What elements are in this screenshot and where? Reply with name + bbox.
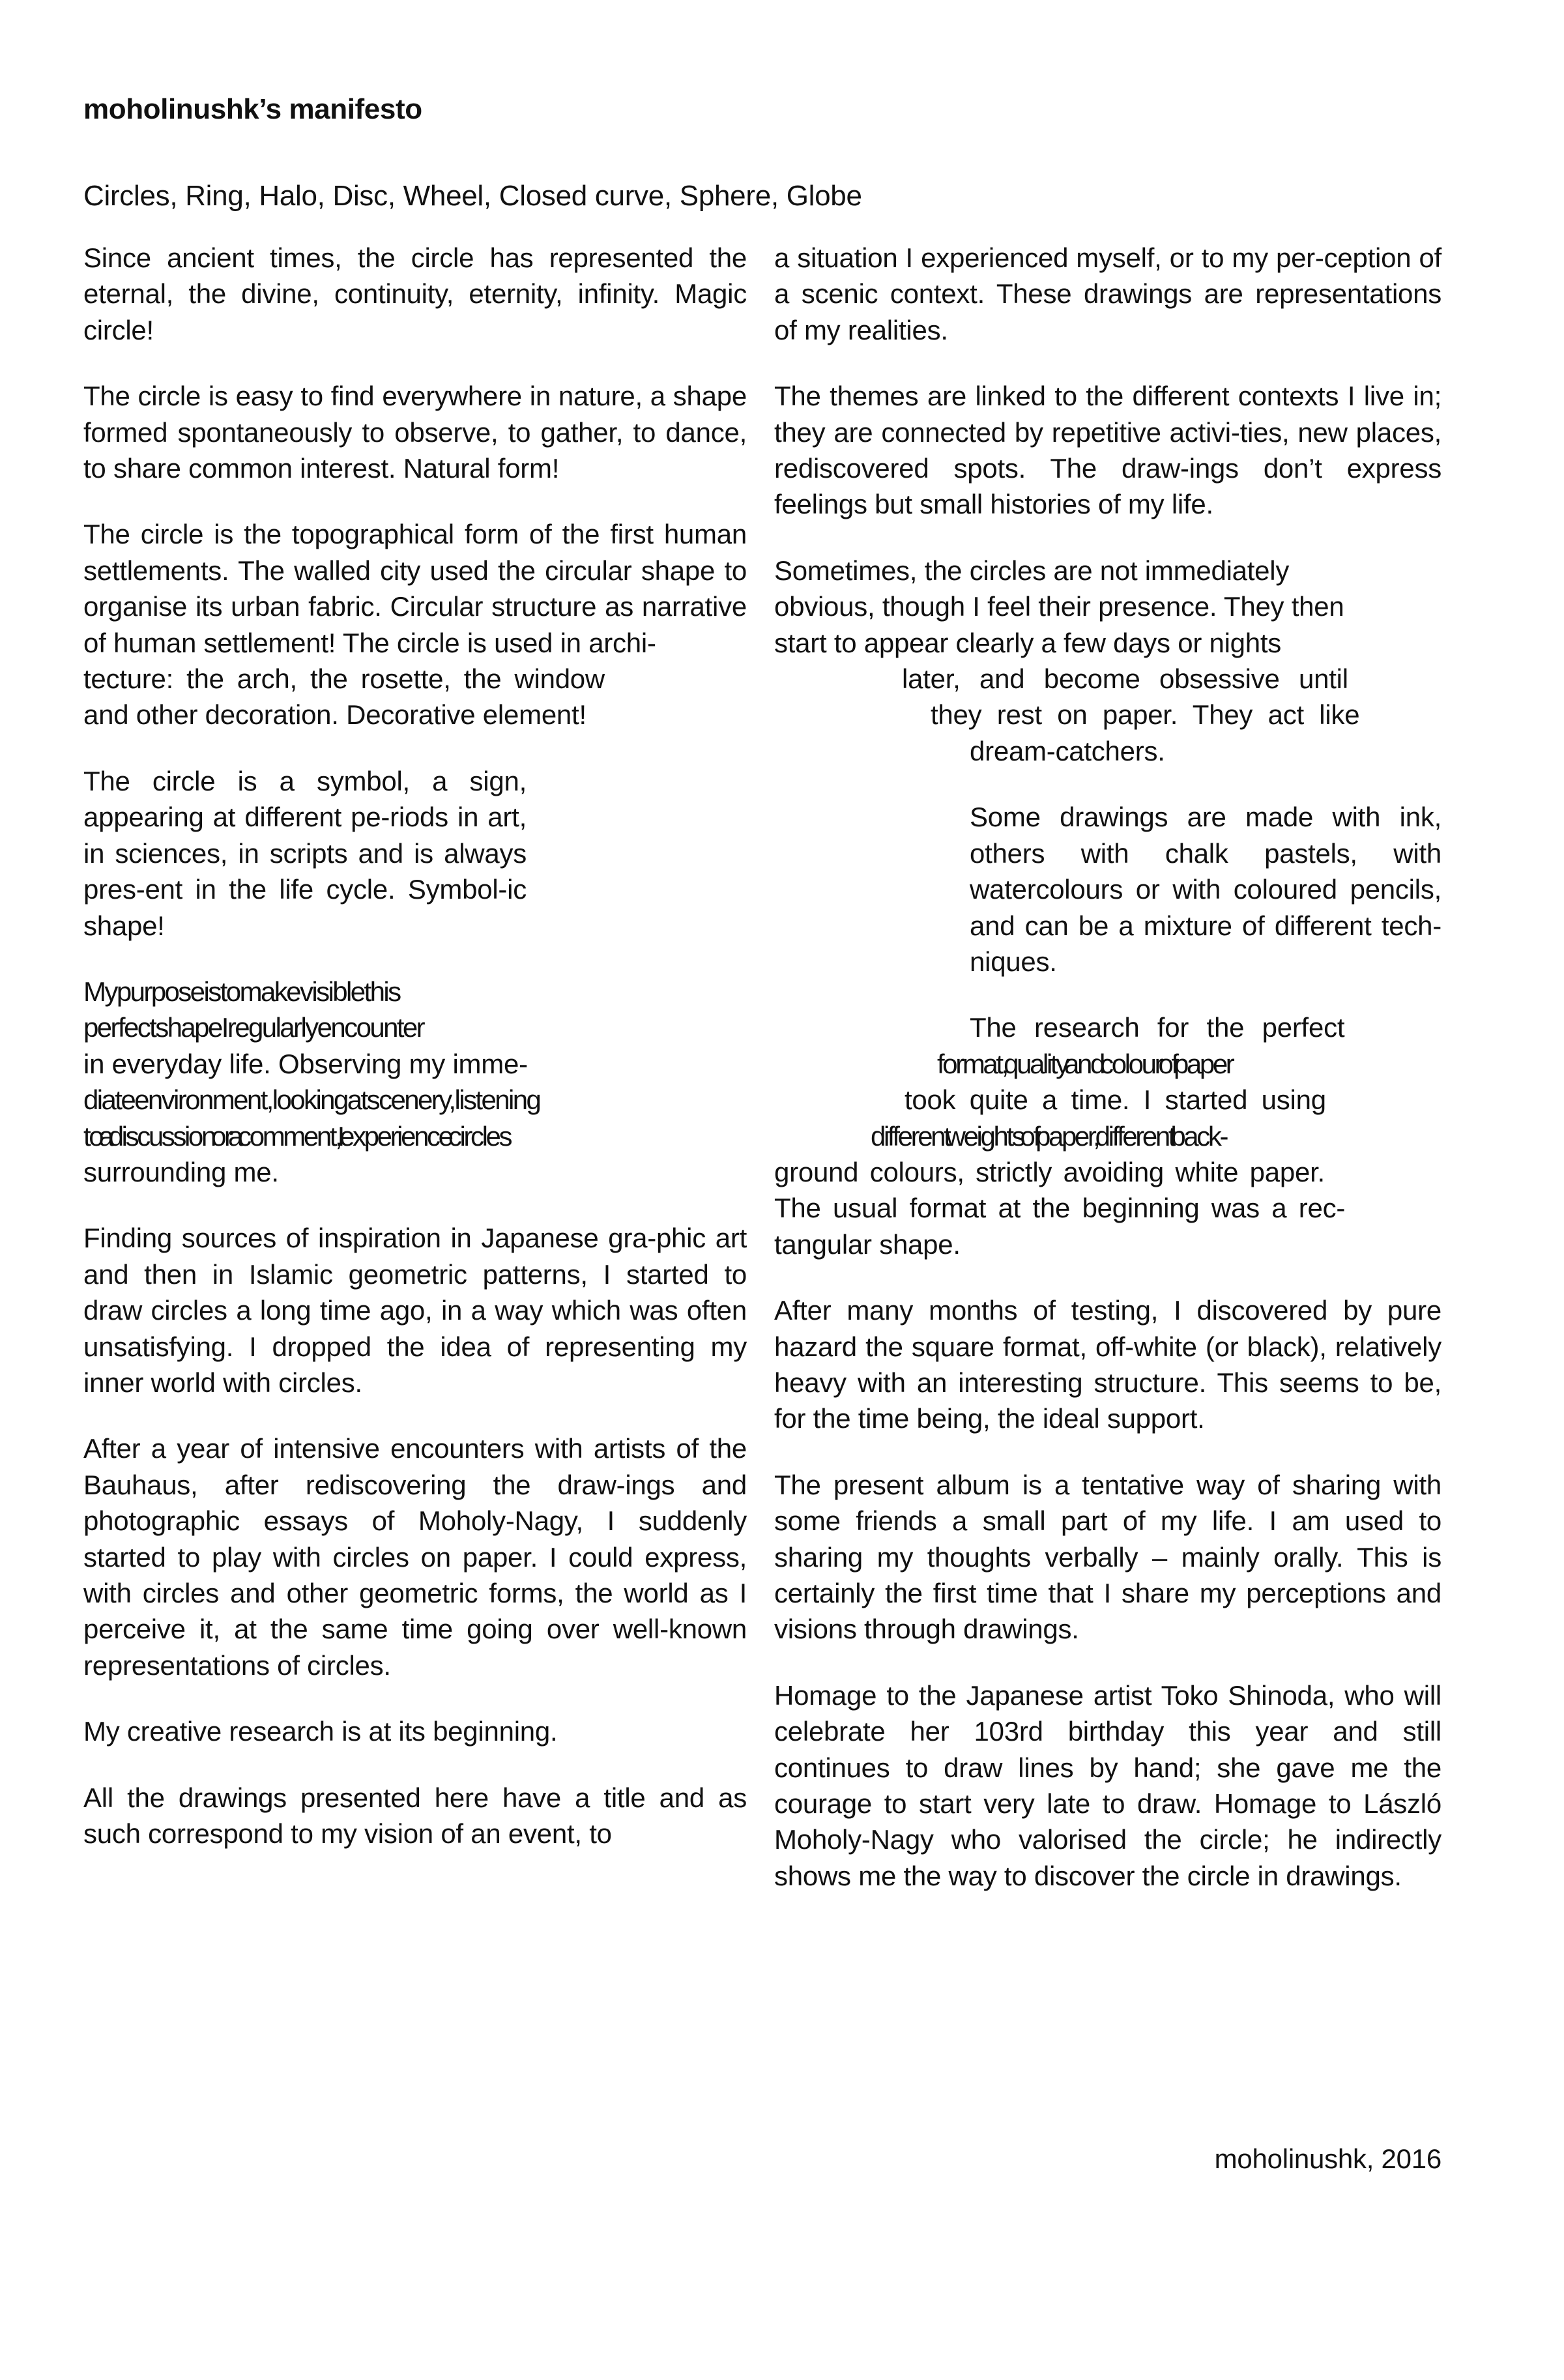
line: they rest on paper. They act like [931,699,1360,731]
line: surrounding me. [83,1156,279,1187]
paragraph-finding-sources: Finding sources of inspiration in Japanese gra-phic art and then in Islamic geometric patterns, I started to draw circles a long time ago, in a way which was often unsatisfying. I dropped the idea of representing my inner world with circles. [83,1223,747,1398]
paragraph-all-drawings-presented: All the drawings presented here have a title and as such correspond to my vision of an event, to [83,1782,747,1850]
right-column [774,240,1441,1894]
line: to a discussion or a comment, I experience circles [83,1120,511,1152]
author-signature: moholinushk, 2016 [1214,2143,1441,2174]
line: different weights of paper, different back- [871,1120,1227,1152]
paragraph-circle-easy-to-find: The circle is easy to find everywhere in nature, a shape formed spontaneously to observe, to gather, to dance, to share common interest. Natural form! [83,381,747,484]
document-header [83,91,1445,214]
paragraph-research-perfect-format [774,1009,1441,1262]
paragraph-after-a-year: After a year of intensive encounters with artists of the Bauhaus, after rediscovering the draw-ings and photographic essays of Moholy-Nagy, I suddenly started to play with circles on paper. I could express, with circles and other geometric forms, the world as I perceive it, at the same time going over well-known representations of circles. [83,1433,747,1681]
line: perfect shape I regularly encounter [83,1012,424,1043]
paragraph-homage-toko-shinoda: Homage to the Japanese artist Toko Shinoda, who will celebrate her 103rd birthday this year and still continues to draw lines by hand; she gave me the courage to start very late to draw. Homage to László Moholy-Nagy who valorised the circle; he indirectly shows me the way to discover the circle in drawings. [774,1679,1441,1891]
paragraph-topographical-form: The circle is the topographical form of the first human settlements. The walled city used the circular shape to organise its urban fabric. Circular structure as narrative of human settlement! The circle is used in archi- [83,519,747,658]
line: Sometimes, the circles are not immediately [774,555,1290,586]
paragraph-present-album: The present album is a tentative way of sharing with some friends a small part of my life. I am used to sharing my thoughts verbally – mainly orally. This is certainly the first time that I share my perceptions and visions through drawings. [774,1469,1441,1645]
paragraph-since-ancient-times: Since ancient times, the circle has represented the eternal, the divine, continuity, eternity, infinity. Magic circle! [83,242,747,345]
line: later, and become obsessive until [902,663,1348,695]
line: dream-catchers. [970,735,1165,766]
paragraph-themes-linked: The themes are linked to the different contexts I live in; they are connected by repetitive activi-ties, new places, rediscovered spots. The draw-ings don’t express feelings but small histories of my life. [774,381,1441,520]
paragraph-a-situation-experienced: a situation I experienced myself, or to my per-ception of a scenic context. These drawings are representations of my realities. [774,242,1441,345]
line: My purpose is to make visible this [83,976,400,1007]
line: format, quality and colour of paper [937,1048,1233,1079]
line: took quite a time. I started using [905,1084,1326,1116]
line: tangular shape. [774,1228,961,1260]
line: The research for the perfect [970,1012,1345,1043]
page-title: moholinushk’s manifesto [83,93,422,125]
line: The usual format at the beginning was a rec- [774,1193,1346,1224]
paragraph-some-drawings-made-with: Some drawings are made with ink, others with chalk pastels, with watercolours or with coloured pencils, and can be a mixture of different tech-niques. [970,802,1441,977]
paragraph-after-many-months: After many months of testing, I discovered by pure hazard the square format, off-white (or black), relatively heavy with an interesting structure. This seems to be, for the time being, the ideal support. [774,1295,1441,1434]
line: ground colours, strictly avoiding white paper. [774,1156,1325,1187]
line: in everyday life. Observing my imme- [83,1048,528,1079]
paragraph-creative-research: My creative research is at its beginning. [83,1716,558,1747]
paragraph-topographical-form-continued: tecture: the arch, the rosette, the window and other decoration. Decorative element! [83,663,605,731]
paragraph-my-purpose [83,974,747,1190]
line: start to appear clearly a few days or nights [774,627,1282,658]
line: diate environment, looking at scenery, listening [83,1084,540,1116]
line: obvious, though I feel their presence. They then [774,591,1344,622]
paragraph-sometimes-circles [774,553,1441,769]
document-subtitle: Circles, Ring, Halo, Disc, Wheel, Closed curve, Sphere, Globe [83,180,862,212]
left-column [83,240,747,1851]
paragraph-circle-is-a-symbol: The circle is a symbol, a sign, appearing at different pe-riods in art, in sciences, in scripts and is always pres-ent in the life cycle. Symbol-ic shape! [83,765,527,941]
